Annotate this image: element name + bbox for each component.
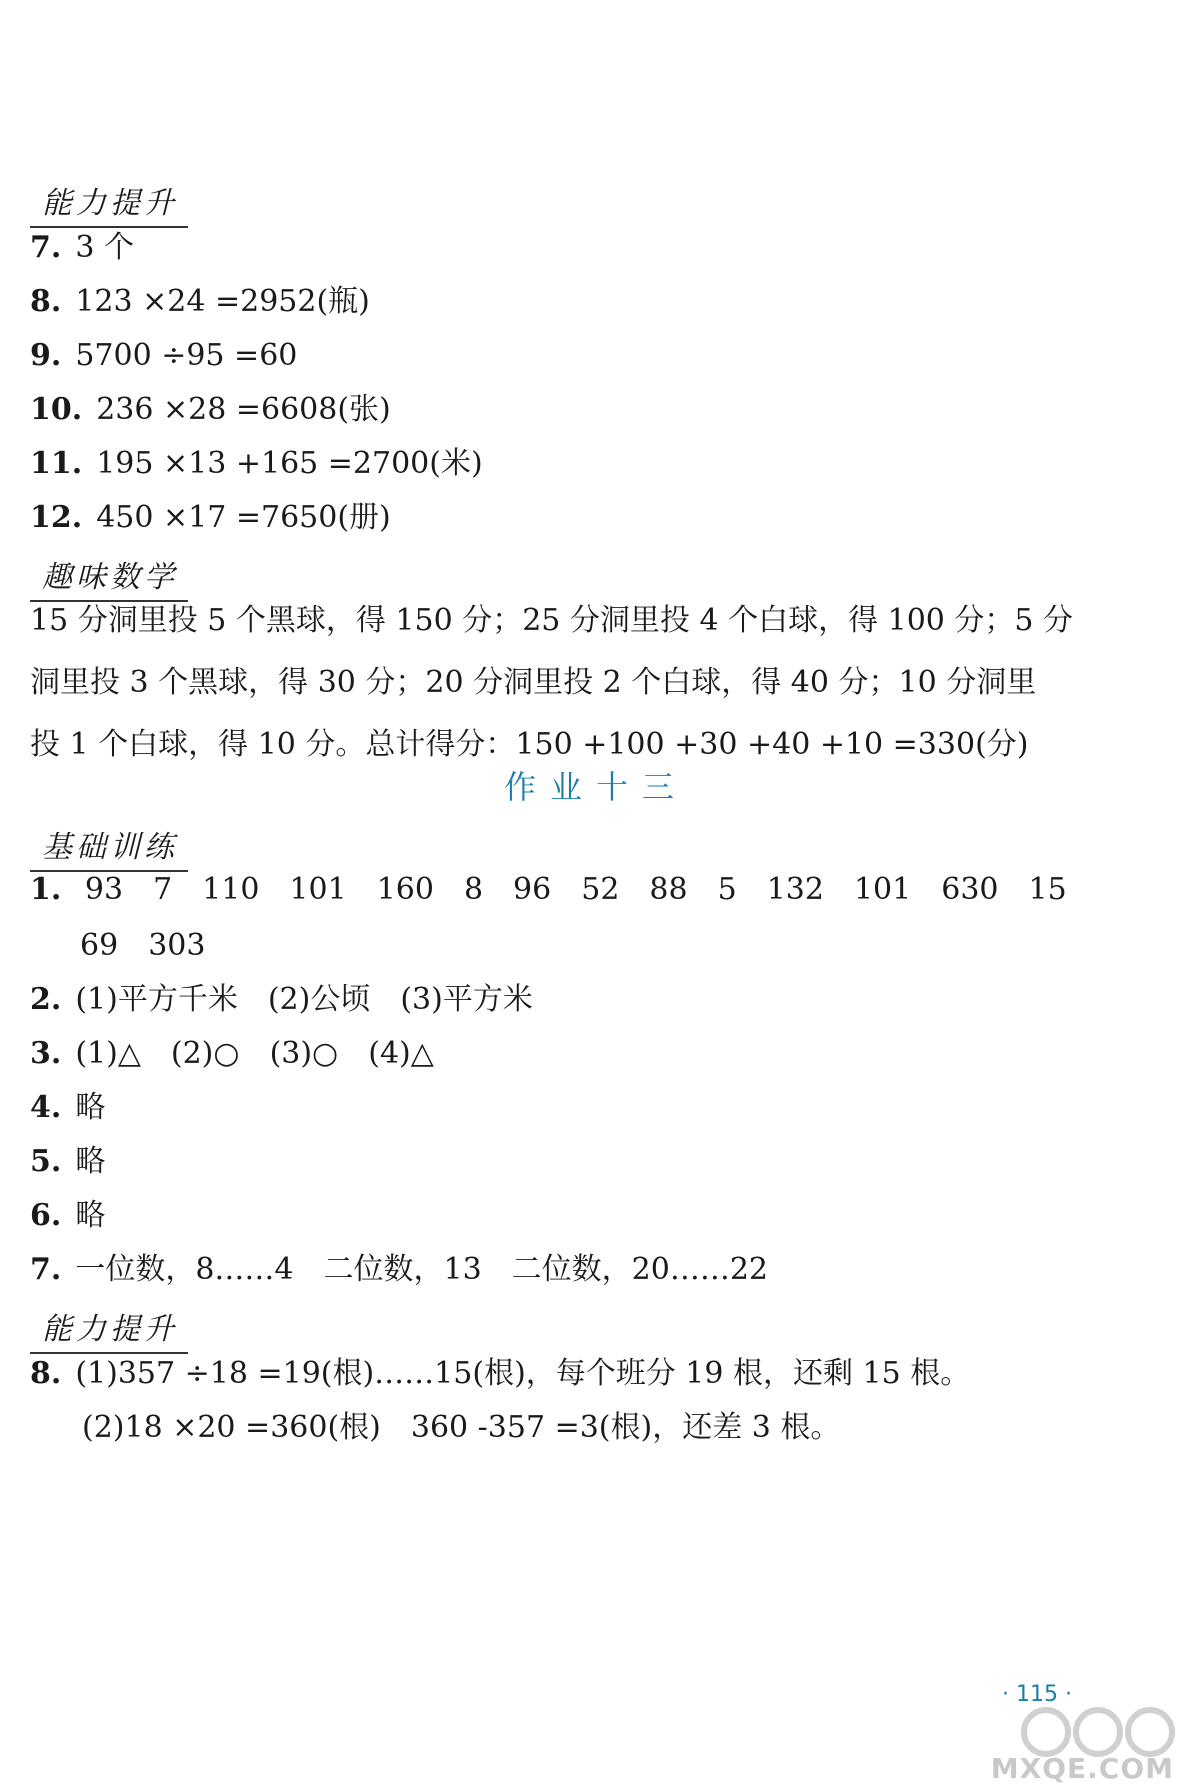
answer-item-7 [30, 228, 134, 268]
item-text: 5700 ÷95 =60 [75, 338, 298, 373]
item-number: 9. [30, 338, 62, 373]
value-cell: 110 [202, 872, 260, 907]
item-text: (1)357 ÷18 =19(根)……15(根)，每个班分 19 根，还剩 15 根。 [75, 1356, 971, 1391]
value-cell: 303 [148, 928, 206, 963]
value-list [85, 870, 1097, 910]
value-cell: 101 [853, 872, 912, 907]
homework-title: 作业十三 [503, 768, 688, 806]
fun-math-line: 15 分洞里投 5 个黑球，得 150 分；25 分洞里投 4 个白球，得 100 分；5 分 [30, 603, 1074, 638]
section-heading-ability-2: 能力提升 [30, 1304, 188, 1354]
item-number: 8. [30, 284, 62, 319]
answer-item-6 [30, 1196, 105, 1236]
answer-item-5 [30, 1142, 105, 1182]
value-cell: 93 [84, 872, 124, 907]
item-number: 2. [30, 982, 62, 1017]
item-number: 4. [30, 1090, 62, 1125]
answer-item-1-continued [66, 926, 235, 966]
value-cell: 630 [941, 872, 999, 907]
value-cell: 101 [289, 872, 347, 907]
answer-item-10 [30, 390, 391, 430]
item-number: 11. [30, 446, 83, 481]
item-text: 一位数，8……4 二位数，13 二位数，20……22 [75, 1252, 769, 1287]
item-number: 3. [30, 1036, 62, 1071]
item-number: 12. [30, 500, 83, 535]
value-cell: 96 [513, 872, 552, 907]
item-text: 195 ×13 +165 =2700(米) [96, 446, 483, 481]
answer-item-8 [30, 282, 370, 322]
item-number: 1. [30, 872, 62, 907]
fun-math-line: 洞里投 3 个黑球，得 30 分；20 分洞里投 2 个白球，得 40 分；10 分洞里 [30, 665, 1037, 700]
section-heading-fun-math: 趣味数学 [30, 552, 188, 602]
item-number: 10. [30, 392, 83, 427]
item-number: 6. [30, 1198, 62, 1233]
answer-item-11 [30, 444, 483, 484]
page-number: · 115 · [1002, 1682, 1072, 1707]
item-text: (1)平方千米 (2)公顷 (3)平方米 [75, 982, 533, 1017]
item-number: 8. [30, 1356, 62, 1391]
answer-item-3 [30, 1034, 434, 1074]
value-cell: 88 [649, 872, 688, 907]
answer-item-7b [30, 1250, 768, 1290]
value-cell: 132 [766, 872, 824, 907]
value-cell: 69 [80, 928, 119, 963]
item-number: 7. [30, 230, 62, 265]
value-cell: 52 [581, 872, 620, 907]
item-text: 略 [75, 1090, 106, 1125]
value-list [80, 926, 235, 966]
answer-item-2 [30, 980, 533, 1020]
item-text: 略 [75, 1144, 106, 1179]
section-heading-ability: 能力提升 [30, 178, 188, 228]
answer-item-8b [30, 1354, 970, 1394]
item-text: (1)△ (2)○ (3)○ (4)△ [75, 1036, 434, 1071]
item-text: 略 [75, 1198, 106, 1233]
value-cell: 5 [717, 872, 737, 907]
fun-math-paragraph [30, 590, 1130, 776]
fun-math-line: 投 1 个白球，得 10 分。总计得分：150 +100 +30 +40 +10 =330(分) [30, 727, 1029, 762]
item-text: 123 ×24 =2952(瓶) [75, 284, 370, 319]
item-text: (2)18 ×20 =360(根) 360 -357 =3(根)，还差 3 根。 [82, 1410, 841, 1445]
value-cell: 160 [376, 872, 434, 907]
item-text: 236 ×28 =6608(张) [96, 392, 391, 427]
answer-item-9 [30, 336, 297, 376]
item-number: 5. [30, 1144, 62, 1179]
value-cell: 7 [153, 872, 173, 907]
value-cell: 8 [463, 872, 484, 907]
answer-item-8b-line2 [82, 1408, 840, 1448]
item-number: 7. [30, 1252, 62, 1287]
answer-item-4 [30, 1088, 105, 1128]
answer-item-1 [30, 870, 1097, 910]
section-heading-basic: 基础训练 [30, 822, 188, 872]
answer-item-12 [30, 498, 391, 538]
item-text: 450 ×17 =7650(册) [96, 500, 391, 535]
item-text: 3 个 [75, 230, 134, 265]
value-cell: 15 [1028, 872, 1067, 907]
watermark-text: MXQE.COM [990, 1752, 1174, 1785]
